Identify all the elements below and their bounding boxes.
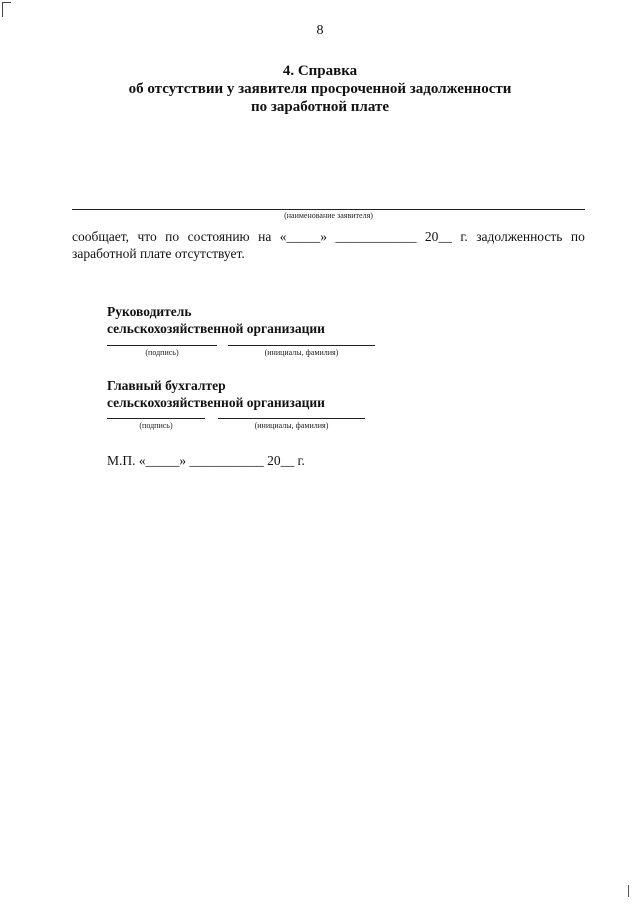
applicant-name-line xyxy=(72,209,585,210)
statement-line-1 xyxy=(72,228,585,245)
statement-word: по xyxy=(165,229,180,244)
director-name-line xyxy=(228,345,375,346)
director-name-caption: (инициалы, фамилия) xyxy=(264,348,339,357)
scan-edge-mark xyxy=(628,885,629,897)
applicant-caption: (наименование заявителя) xyxy=(284,211,373,220)
accountant-organization: сельскохозяйственной организации xyxy=(107,395,325,410)
statement-word: по xyxy=(570,229,585,244)
accountant-signature-line xyxy=(107,418,205,419)
statement-word: задолженность xyxy=(476,229,563,244)
document-title: 4. Справка xyxy=(282,63,358,79)
statement-word: состоянию xyxy=(187,229,250,244)
accountant-name-caption: (инициалы, фамилия) xyxy=(254,421,329,430)
statement-line-2: заработной плате отсутствует. xyxy=(72,246,245,261)
document-subtitle-line-2: по заработной плате xyxy=(251,99,389,115)
director-organization: сельскохозяйственной организации xyxy=(107,321,325,336)
accountant-signature-caption: (подпись) xyxy=(139,421,173,430)
date-month-blank: ____________ xyxy=(335,229,417,244)
statement-word: на xyxy=(258,229,272,244)
date-year-blank: 20__ xyxy=(424,229,452,244)
director-title: Руководитель xyxy=(107,304,192,319)
page-number: 8 xyxy=(316,23,324,38)
statement-word: сообщает, xyxy=(72,229,129,244)
stamp-date-line: М.П. «_____» ___________ 20__ г. xyxy=(107,453,305,468)
document-subtitle-line-1: об отсутствии у заявителя просроченной задолженности xyxy=(128,81,512,97)
statement-word: что xyxy=(137,229,157,244)
director-signature-line xyxy=(107,345,217,346)
director-signature-caption: (подпись) xyxy=(145,348,179,357)
date-day-blank: «_____» xyxy=(279,229,328,244)
scan-corner-mark xyxy=(2,2,11,17)
statement-word: г. xyxy=(460,229,468,244)
accountant-name-line xyxy=(218,418,365,419)
accountant-title: Главный бухгалтер xyxy=(107,378,226,393)
